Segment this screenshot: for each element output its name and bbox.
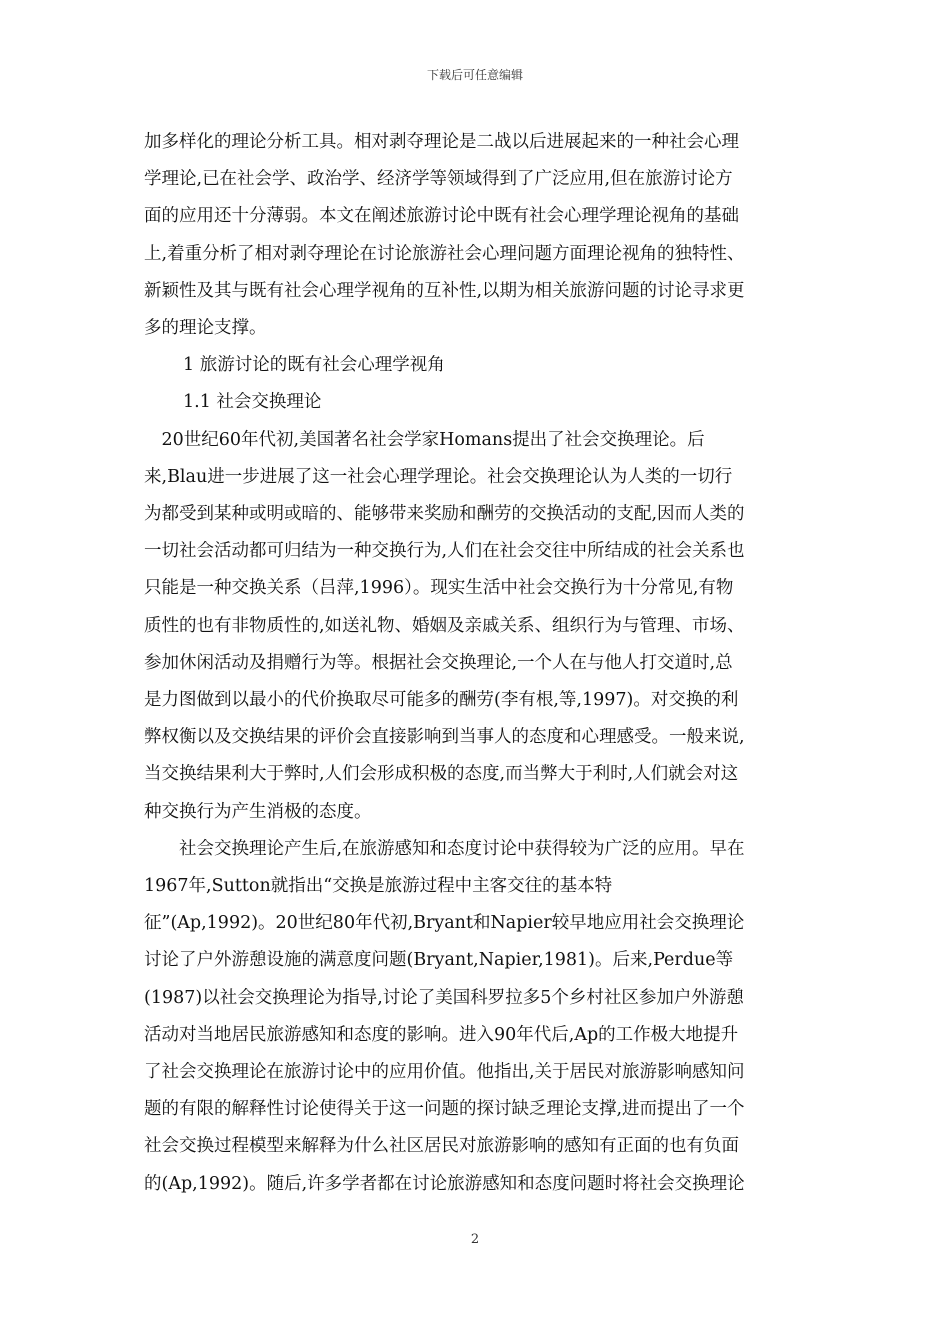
body-paragraph: 社会交换理论产生后,在旅游感知和态度讨论中获得较为广泛的应用。早在 1967年,Sutton就指出“交换是旅游过程中主客交往的基本特 征”(Ap,1992)。20世纪80年代初,Bryant和Napier较早地应用社会交换理论 讨论了户外游憩设施的满意度问题(Bryant,Napier,1981)。后来,Perdue等 (1987)以社会交换理论为指导,讨论了美国科罗拉多5个乡村社区参加户外游憩 活动对当地居民旅游感知和态度的影响。进入90年代后,Ap的工作极大地提升 了社会交换理论在旅游讨论中的应用价值。他指出,关于居民对旅游影响感知问 题的有限的解释性讨论使得关于这一问题的探讨缺乏理论支撑,进而提出了一个 社会交换过程模型来解释为什么社区居民对旅游影响的感知有正面的也有负面 的(Ap,1992)。随后,许多学者都在讨论旅游感知和态度问题时将社会交换理论 — [144, 838, 745, 1194]
body-paragraph: 加多样化的理论分析工具。相对剥夺理论是二战以后进展起来的一种社会心理 学理论,已在社会学、政治学、经济学等领域得到了广泛应用,但在旅游讨论方 面的应用还十分薄弱。本文在阐述旅游讨论中既有社会心理学理论视角的基础 上,着重分析了相对剥夺理论在讨论旅游社会心理问题方面理论视角的独特性、 新颖性及其与既有社会心理学视角的互补性,以期为相关旅游问题的讨论寻求更 多的理论支撑。 — [144, 132, 745, 339]
section-heading: 1 旅游讨论的既有社会心理学视角 — [183, 355, 445, 376]
body-paragraph: 20世纪60年代初,美国著名社会学家Homans提出了社会交换理论。后 来,Blau进一步进展了这一社会心理学理论。社会交换理论认为人类的一切行 为都受到某种或明或暗的、能够带来奖励和酬劳的交换活动的支配,因而人类的 一切社会活动都可归结为一种交换行为,人们在社会交往中所结成的社会关系也 只能是一种交换关系（吕萍,1996）。现实生活中社会交换行为十分常见,有物 质性的也有非物质性的,如送礼物、婚姻及亲戚关系、组织行为与管理、市场、 参加休闲活动及捐赠行为等。根据社会交换理论,一个人在与他人打交道时,总 是力图做到以最小的代价换取尽可能多的酬劳(李有根,等,1997)。对交换的利 弊权衡以及交换结果的评价会直接影响到当事人的态度和心理感受。一般来说, 当交换结果利大于弊时,人们会形成积极的态度,而当弊大于利时,人们就会对这 种交换行为产生消极的态度。 — [144, 429, 745, 822]
subsection-heading: 1.1 社会交换理论 — [183, 392, 322, 413]
page-number: 2 — [470, 1232, 480, 1247]
page-header: 下载后可任意编辑 — [426, 68, 523, 82]
document-body — [144, 124, 806, 1203]
